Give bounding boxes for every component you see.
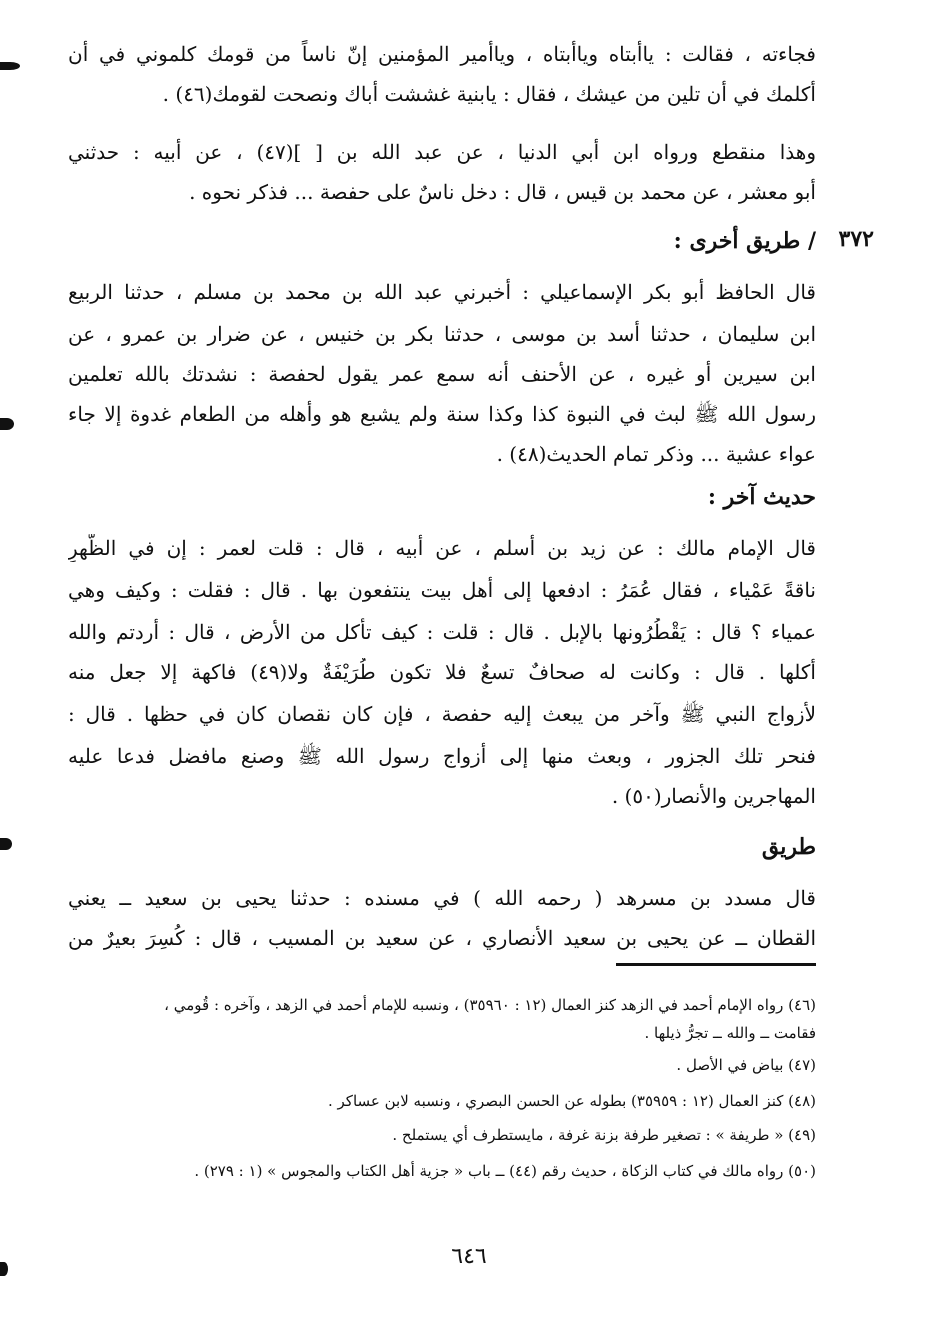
text-line: المهاجرين والأنصار(٥٠) . xyxy=(611,784,816,808)
footnote: (٤٧) بياض في الأصل . xyxy=(676,1056,816,1074)
footnote: (٤٩) « طريفة » : تصغير طرفة بزنة غرفة ، مايستطرف أي يستملح . xyxy=(392,1126,816,1144)
section-heading: طريق xyxy=(761,834,816,860)
footnote: (٥٠) رواه مالك في كتاب الزكاة ، حديث رقم (٤٤) ــ باب « جزية أهل الكتاب والمجوس » (١ : ٢٧٩) . xyxy=(194,1162,816,1180)
footnote-separator xyxy=(616,963,816,966)
text-line: عواء عشية ... وذكر تمام الحديث(٤٨) . xyxy=(496,442,816,466)
text-line: قال مسدد بن مسرهد ( رحمه الله ) في مسنده : حدثنا يحيى بن سعيد ــ يعني xyxy=(68,886,816,910)
text-line: ابن سليمان ، حدثنا أسد بن موسى ، حدثنا بكر بن خنيس ، عن ضرار بن عمرو ، عن xyxy=(68,322,816,346)
margin-ink-mark xyxy=(0,62,20,70)
text-line: أبو معشر ، عن محمد بن قيس ، قال : دخل ناسٌ على حفصة ... فذكر نحوه . xyxy=(189,180,816,204)
section-heading: حديث آخر : xyxy=(707,484,816,510)
section-heading: / طريق أخرى : xyxy=(673,228,816,254)
text-line: فنحر تلك الجزور ، وبعث منها إلى أزواج رسول الله ﷺ وصنع مافضل فدعا عليه xyxy=(68,744,816,768)
text-line: القطان ــ عن يحيى بن سعيد الأنصاري ، عن سعيد بن المسيب ، قال : كُسِرَ بعيرٌ من xyxy=(68,926,816,950)
text-line: وهذا منقطع ورواه ابن أبي الدنيا ، عن عبد الله بن [ ](٤٧) ، عن أبيه : حدثني xyxy=(68,140,816,164)
text-line: قال الحافظ أبو بكر الإسماعيلي : أخبرني عبد الله بن محمد بن مسلم ، حدثنا الربيع xyxy=(68,280,816,304)
text-line: لأزواج النبي ﷺ وآخر من يبعث إليه حفصة ، فإن كان نقصان كان في حظها . قال : xyxy=(68,702,816,726)
section-number: ٣٧٢ xyxy=(838,226,874,252)
text-line: ناقةً عَمْياء ، فقال عُمَرُ : ادفعها إلى أهل بيت ينتفعون بها . قال : فقلت : وكيف وهي xyxy=(68,578,816,602)
footnote: (٤٨) كنز العمال (١٢ : ٣٥٩٥٩) بطوله عن الحسن البصري ، ونسبه لابن عساكر . xyxy=(327,1092,816,1110)
text-line: أكلها . قال : وكانت له صحافٌ تسعٌ فلا تكون طُرَيْفَةٌ ولا(٤٩) فاكهة إلا جعل منه xyxy=(68,660,816,684)
footnote: (٤٦) رواه الإمام أحمد في الزهد كنز العمال (١٢ : ٣٥٩٦٠) ، ونسبه للإمام أحمد في الزهد ، وآخره : قُومي ، xyxy=(164,996,816,1014)
margin-ink-mark xyxy=(0,838,12,850)
footnote: فقامت ــ والله ــ تجرُّ ذيلها . xyxy=(644,1024,816,1042)
text-line: عمياء ؟ قال : يَقْطُرُونها بالإبل . قال : قلت : كيف تأكل من الأرض ، قال : أردتم والله xyxy=(68,620,816,644)
text-line: قال الإمام مالك : عن زيد بن أسلم ، عن أبيه ، قال : قلت لعمر : إن في الظّهرِ xyxy=(68,536,816,560)
margin-ink-mark xyxy=(0,418,14,430)
text-line: ابن سيرين أو غيره ، عن الأحنف أنه سمع عمر يقول لحفصة : نشدتك بالله تعلمين xyxy=(68,362,816,386)
text-line: فجاءته ، فقالت : ياأبتاه وياأبتاه ، وياأمير المؤمنين إنّ ناساً من قومك كلموني في أن xyxy=(68,42,816,66)
page-number: ٦٤٦ xyxy=(451,1244,487,1269)
text-line: رسول الله ﷺ لبث في النبوة كذا وكذا سنة ولم يشبع هو وأهله من الطعام غدوة إلا جاء xyxy=(68,402,816,426)
text-line: أكلمك في أن تلين من عيشك ، فقال : يابنية غششت أباك ونصحت لقومك(٤٦) . xyxy=(162,82,816,106)
